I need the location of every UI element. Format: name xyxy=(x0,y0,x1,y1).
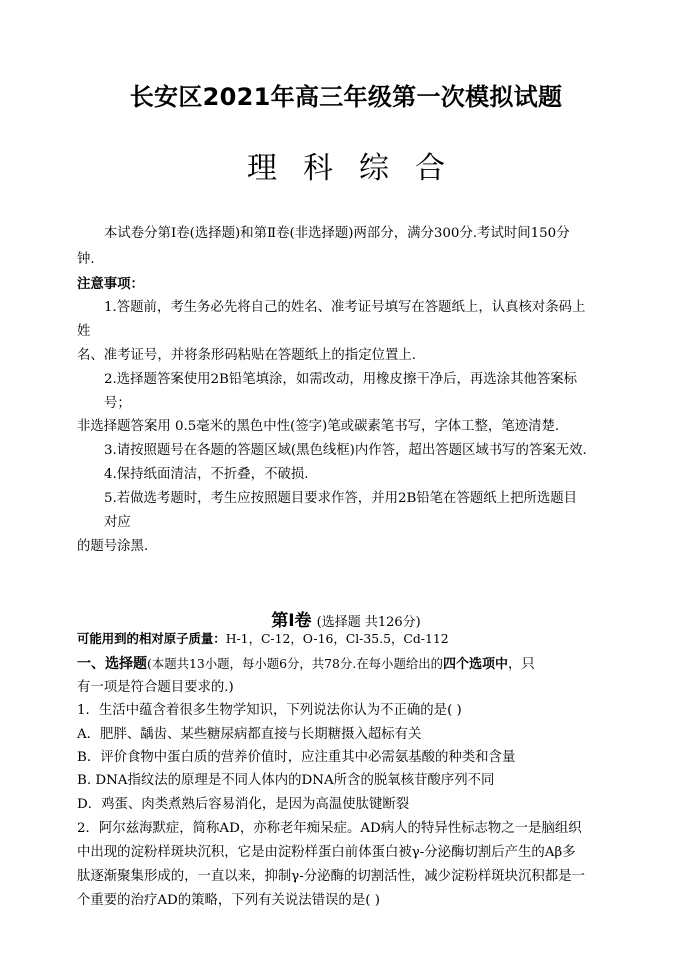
part1-heading: 一、选择题 xyxy=(77,656,147,672)
note-line: 2.选择题答案使用2B铅笔填涂，如需改动，用橡皮擦干净后，再选涂其他答案标 xyxy=(104,372,578,387)
part1-desc-b: ，只 xyxy=(508,657,535,672)
note-line: 名、准考证号，并将条形码粘贴在答题纸上的指定位置上. xyxy=(77,348,417,363)
intro-line-2: 钟. xyxy=(77,252,95,267)
atomic-masses xyxy=(77,632,449,647)
intro-line-1: 本试卷分第Ⅰ卷(选择题)和第Ⅱ卷(非选择题)两部分，满分300分.考试时间150分 xyxy=(104,226,570,241)
atomic-masses-label: 可能用到的相对原子质量： xyxy=(77,631,226,646)
exam-subtitle: 理科综合 xyxy=(247,151,471,186)
question-line: 中出现的淀粉样斑块沉积，它是由淀粉样蛋白前体蛋白被γ-分泌酶切割后产生的Aβ多 xyxy=(77,845,576,860)
note-line: 非选择题答案用 0.5毫米的黑色中性(签字)笔或碳素笔书写，字体工整，笔迹清楚. xyxy=(77,419,560,434)
part1-desc-bold: 四个选项中 xyxy=(443,657,509,672)
section-note: (选择题 共126分) xyxy=(316,615,421,630)
section-title: 第Ⅰ卷 xyxy=(271,611,312,631)
atomic-masses-values: H-1，C-12，O-16，Cl-35.5，Cd-112 xyxy=(225,631,449,646)
note-line: 号； xyxy=(104,396,131,411)
section-heading xyxy=(0,606,692,631)
part1-desc-a: (本题共13小题，每小题6分，共78分.在每小题给出的 xyxy=(147,656,444,671)
note-line: 的题号涂黑. xyxy=(77,539,149,554)
question-option: B．评价食物中蛋白质的营养价值时，应注重其中必需氨基酸的种类和含量 xyxy=(77,750,516,765)
part1-line-2: 有一项是符合题目要求的.) xyxy=(77,680,234,695)
notes-heading: 注意事项： xyxy=(77,277,144,292)
question-line: 1．生活中蕴含着很多生物学知识，下列说法你认为不正确的是( ) xyxy=(77,703,462,718)
question-line: 2．阿尔兹海默症，简称AD，亦称老年痴呆症。AD病人的特异性标志物之一是脑组织 xyxy=(77,821,582,836)
note-line: 5.若做选考题时，考生应按照题目要求作答，并用2B铅笔在答题纸上把所选题目 xyxy=(104,491,578,506)
question-line: 肽逐渐聚集形成的，一直以来，抑制γ-分泌酶的切割活性，减少淀粉样斑块沉积都是一 xyxy=(77,869,585,884)
question-line: 个重要的治疗AD的策略，下列有关说法错误的是( ) xyxy=(77,893,380,908)
question-option: A．肥胖、龋齿、某些糖尿病都直接与长期糖摄入超标有关 xyxy=(77,727,422,742)
note-line: 对应 xyxy=(104,515,131,530)
question-option: B. DNA指纹法的原理是不同人体内的DNA所含的脱氧核苷酸序列不同 xyxy=(77,773,495,788)
question-option: D．鸡蛋、肉类煮熟后容易消化，是因为高温使肽键断裂 xyxy=(77,797,410,812)
note-line: 4.保持纸面清洁，不折叠，不破损. xyxy=(104,467,309,482)
note-line: 3.请按照题号在各题的答题区域(黑色线框)内作答，超出答题区域书写的答案无效. xyxy=(104,443,587,458)
note-line: 1.答题前，考生务必先将自己的姓名、准考证号填写在答题纸上，认真核对条码上 xyxy=(104,300,586,315)
note-line: 姓 xyxy=(77,324,91,339)
exam-title: 长安区2021年高三年级第一次模拟试题 xyxy=(129,83,563,111)
part1-heading-line xyxy=(77,656,535,673)
